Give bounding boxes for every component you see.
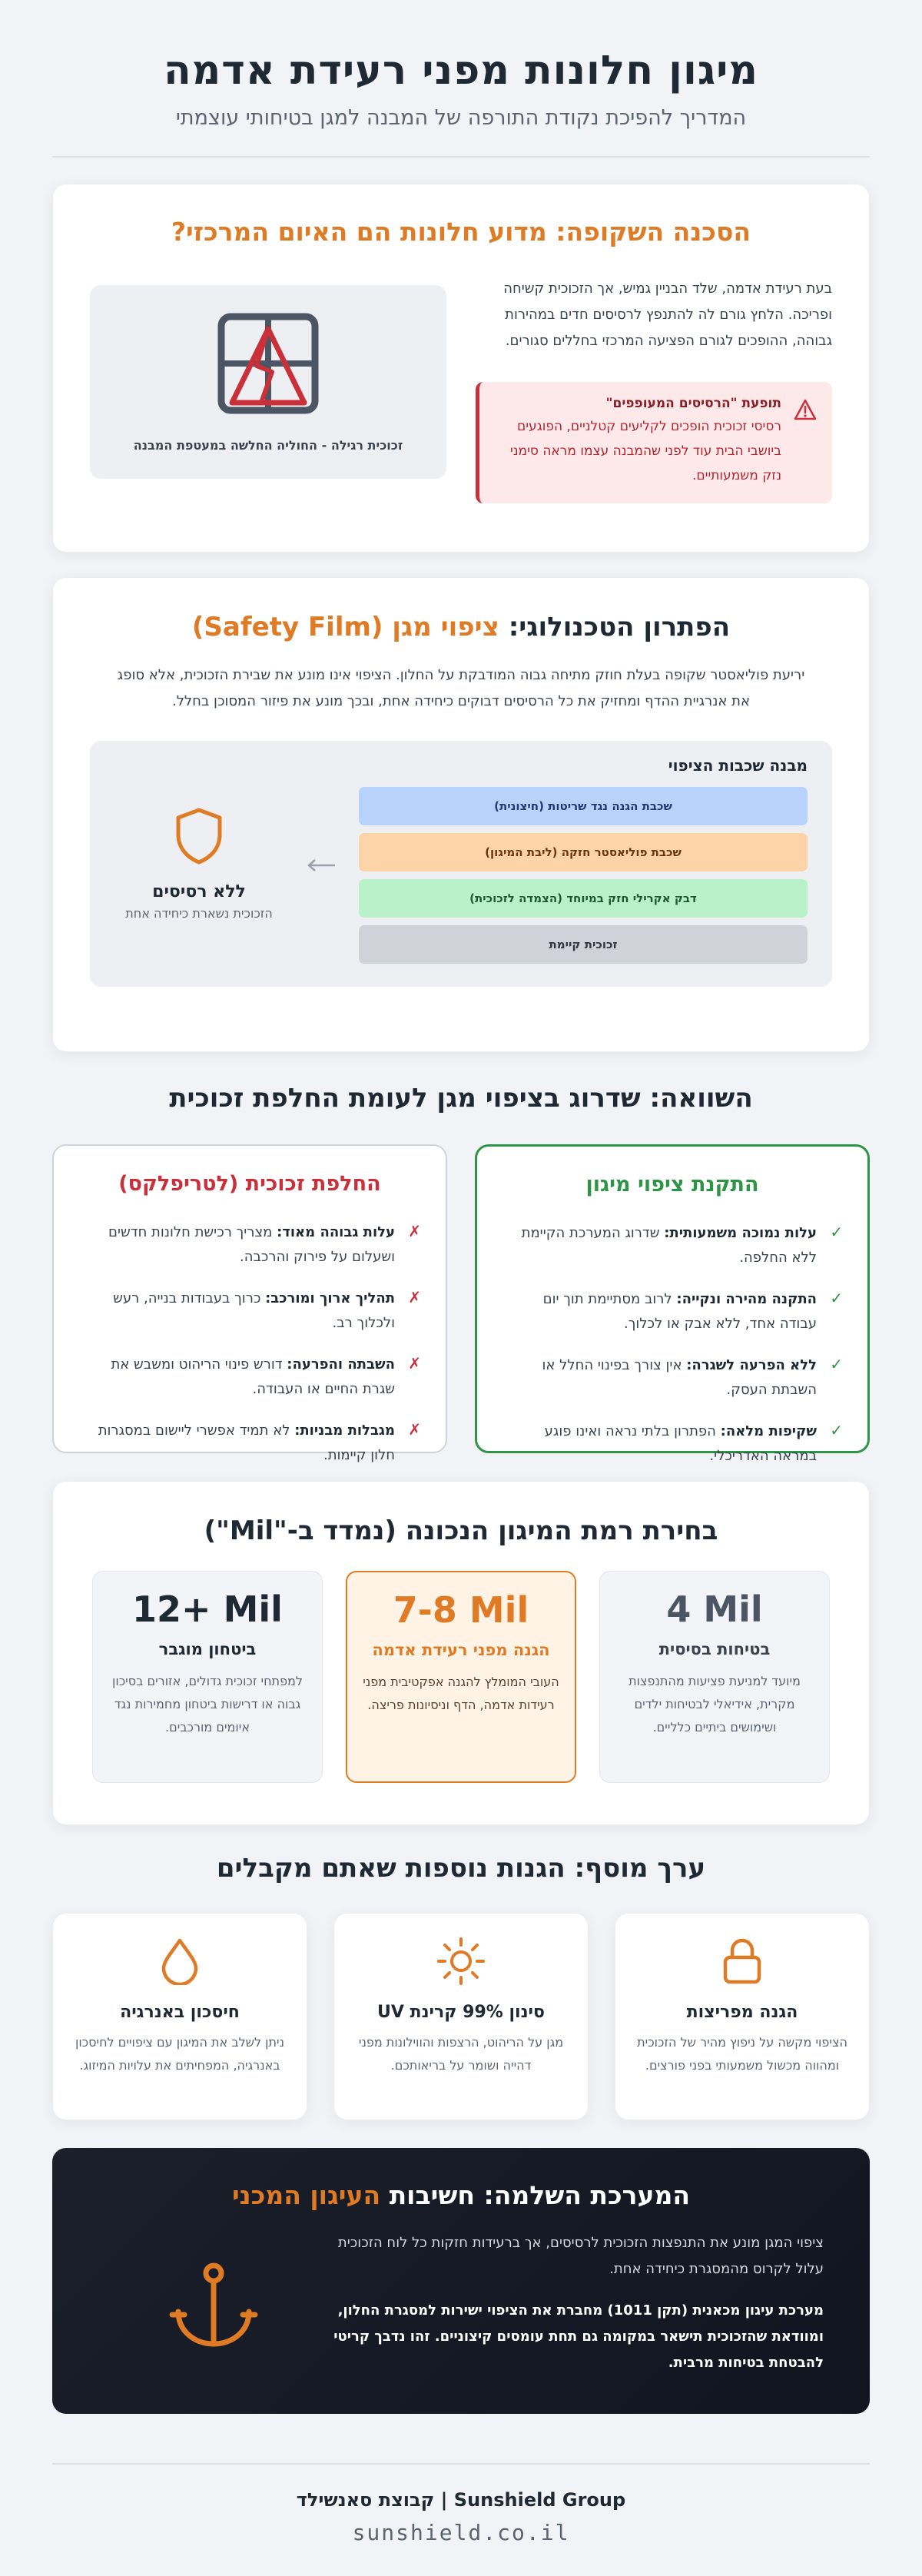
page-subtitle: המדריך להפיכת נקודת התורפה של המבנה למגן בטיחותי עוצמתי	[175, 106, 747, 130]
tier-4-mil	[599, 1571, 830, 1783]
solution-description: יריעת פוליאסטר שקופה בעלת חוזק מתיחה גבוה המודבקת על החלון. הציפוי אינו מונע את שבירת הזכוכית, אלא סופג את אנרגיית ההדף ומחזיק את כל הרסיסים דבוקים כיחידה אחת, ובכך מונע את פיזור המסוכן בחלל.	[117, 667, 805, 709]
anchor-icon	[98, 2230, 329, 2376]
extras-title: ערך מוסף: הגנות נוספות שאתם מקבלים	[216, 1853, 706, 1884]
levels-title: בחירת רמת המיגון הנכונה (נמדד ב-"Mil")	[204, 1515, 718, 1546]
cross-icon: ✗	[408, 1222, 421, 1240]
film-card-title: התקנת ציפוי מיגון	[585, 1173, 759, 1197]
tier-7-8-mil	[346, 1571, 576, 1783]
comparison-grid	[52, 1144, 870, 1464]
extra-description: מגן על הריהוט, הרצפות והווילונות מפני דהייה ושומר על בריאותכם.	[358, 2035, 564, 2073]
protection-levels-section	[52, 1481, 870, 1825]
extras-grid	[52, 1913, 870, 2120]
layer-polyester-core: שכבת פוליאסטר חזקה (ליבת המיגון)	[359, 833, 808, 871]
check-icon: ✓	[830, 1421, 843, 1439]
list-item	[78, 1220, 421, 1270]
danger-section	[52, 184, 870, 553]
page-title: מיגון חלונות מפני רעידת אדמה	[163, 48, 759, 94]
result-title: ללא רסיסים	[152, 882, 246, 901]
result-subtitle: הזכוכית נשארת כיחידה אחת	[125, 906, 273, 921]
tier-subtitle: בטיחות בסיסית	[658, 1640, 771, 1658]
item-label: השבתה והפרעה:	[287, 1356, 395, 1373]
check-icon: ✓	[830, 1223, 843, 1241]
energy-saving-card	[52, 1913, 307, 2120]
shield-icon	[174, 807, 224, 865]
cross-icon: ✗	[408, 1288, 421, 1306]
tier-description: למפתחי זכוכית גדולים, אזורים בסיכון גבוה או דרישות ביטחון מחמירות נגד איומים מורכבים.	[111, 1674, 303, 1734]
drop-icon	[73, 1937, 287, 1986]
extra-title: הגנה מפריצות	[686, 2003, 798, 2022]
arrow-icon	[302, 848, 340, 880]
system-strong-paragraph: מערכת עיגון מכאנית (תקן 1011) מחברת את הציפוי ישירות למסגרת החלון, ומוודאת שהזכוכית תישאר במקומה גם תחת עומסים קיצוניים. זהו נדבך קריטי להבטחת בטיחות מרבית.	[333, 2302, 824, 2371]
item-label: עלות גבוהה מאוד:	[277, 1224, 395, 1240]
check-icon: ✓	[830, 1289, 843, 1307]
sun-icon	[354, 1937, 568, 1986]
list-item	[502, 1353, 843, 1403]
item-text: לא תמיד אפשרי ליישום במסגרות חלון קיימות.	[98, 1422, 395, 1463]
item-text: מצריך רכישת חלונות חדשים ושעלום על פירוק והרכבה.	[108, 1224, 395, 1265]
list-item	[78, 1286, 421, 1336]
film-installation-card	[475, 1144, 870, 1464]
item-text: לרוב מסתיימת תוך יום עבודה אחד, ללא אבק או לכלוך.	[542, 1291, 817, 1332]
tier-title: 12+ Mil	[132, 1588, 283, 1630]
cross-icon: ✗	[408, 1354, 421, 1373]
list-item	[502, 1287, 843, 1336]
tier-subtitle: הגנה מפני רעידת אדמה	[372, 1641, 550, 1659]
item-text: אין צורך בפינוי החלל או השבתת העסק.	[542, 1357, 817, 1398]
uv-filter-card	[333, 1913, 589, 2120]
illustration-caption: זכוכית רגילה - החוליה החלשה במעטפת המבנה	[133, 437, 403, 453]
cross-icon: ✗	[408, 1420, 421, 1439]
tier-title: 7-8 Mil	[393, 1589, 529, 1631]
danger-text-block	[476, 276, 832, 503]
header-divider	[52, 156, 870, 158]
footer-brand: Sunshield Group | קבוצת סאנשילד	[296, 2489, 626, 2511]
list-item	[502, 1419, 843, 1469]
layers-diagram	[90, 741, 832, 987]
danger-paragraph: בעת רעידת אדמה, שלד הבניין גמיש, אך הזכוכית קשיחה ופריכה. הלחץ גורם לה להתנפץ לרסיסים חדים במהירות גבוהה, ההופכים לגורם הפציעה המרכזי בחללים סגורים.	[503, 281, 832, 349]
alert-text: רסיסי זכוכית הופכים לקליעים קטלניים, הפוגעים ביושבי הבית עוד לפני שהמבנה עצמו מראה סימני נזק משמעותיים.	[509, 419, 781, 483]
item-label: התקנה מהירה ונקייה:	[676, 1291, 817, 1307]
system-title-main: המערכת השלמה: חשיבות	[380, 2180, 691, 2210]
footer-website-link[interactable]: sunshield.co.il	[352, 2520, 570, 2545]
extra-title: חיסכון באנרגיה	[120, 2003, 240, 2022]
burglary-protection-card	[615, 1913, 870, 2120]
tier-description: מיועד למניעת פציעות מהתנפצות מקרית, אידיאלי לבטיחות ילדים ושימושים ביתיים כלליים.	[628, 1674, 801, 1734]
lock-icon	[635, 1937, 849, 1986]
danger-title: הסכנה השקופה: מדוע חלונות הם האיום המרכזי?	[171, 217, 751, 247]
layer-adhesive: דבק אקרילי חזק במיוחד (הצמדה לזכוכית)	[359, 879, 808, 918]
alert-title: תופעת "הרסיסים המעופפים"	[605, 396, 781, 411]
broken-glass-illustration	[90, 285, 446, 479]
item-label: תהליך ארוך ומורכב:	[265, 1290, 395, 1306]
system-title	[98, 2180, 824, 2210]
layer-scratch-protection: שכבת הגנה נגד שריטות (חיצונית)	[359, 787, 808, 825]
page-header	[52, 0, 870, 130]
tier-title: 4 Mil	[666, 1588, 763, 1630]
solution-section	[52, 577, 870, 1052]
check-icon: ✓	[830, 1355, 843, 1373]
list-item	[502, 1221, 843, 1270]
replacement-card-title: החלפת זכוכית (לטריפלקס)	[118, 1172, 381, 1196]
item-label: עלות נמוכה משמעותית:	[664, 1225, 817, 1241]
item-text: שדרוג המערכת הקיימת ללא החלפה.	[521, 1225, 817, 1266]
item-label: מגבלות מבניות:	[294, 1422, 395, 1439]
solution-title	[90, 612, 832, 642]
extra-description: ניתן לשלב את המיגון עם ציפויים לחיסכון באנרגיה, המפחיתים את עלויות המיזוג.	[75, 2035, 285, 2073]
page-footer	[52, 2465, 870, 2545]
layers-title: מבנה שכבות הציפוי	[668, 756, 808, 775]
solution-title-main: הפתרון הטכנולוגי:	[499, 612, 731, 642]
extra-description: הציפוי מקשה על ניפוץ מהיר של הזכוכית ומהווה מכשול משמעותי בפני פורצים.	[637, 2035, 847, 2073]
warning-icon	[792, 396, 817, 491]
broken-window-icon	[217, 312, 320, 415]
mechanical-anchoring-section	[52, 2148, 870, 2414]
comparison-title: השוואה: שדרוג בציפוי מגן לעומת החלפת זכוכית	[169, 1083, 753, 1114]
tier-12-plus-mil	[92, 1571, 323, 1783]
item-text: כרוך בעבודות בנייה, רעש ולכלוך רב.	[113, 1290, 395, 1331]
glass-replacement-card	[52, 1144, 447, 1463]
tier-description: העובי המומלץ להגנה אפקטיבית מפני רעידות אדמה, הדף וניסיונות פריצה.	[363, 1675, 559, 1712]
layers-stack	[359, 756, 808, 971]
tier-subtitle: ביטחון מוגבר	[158, 1640, 257, 1658]
item-text: הפתרון בלתי נראה ואינו פוגע במראה האדריכלי.	[544, 1423, 817, 1464]
system-title-accent: העיגון המכני	[231, 2180, 381, 2210]
no-shards-result	[114, 807, 284, 921]
system-text-block	[332, 2230, 824, 2376]
item-label: ללא הפרעה לשגרה:	[686, 1357, 817, 1373]
layer-existing-glass: זכוכית קיימת	[359, 925, 808, 964]
tiers-row	[71, 1571, 851, 1783]
system-paragraph: ציפוי המגן מונע את התנפצות הזכוכית לרסיסים, אך ברעידות חזקות כל לוח הזכוכית עלול לקרוס מהמסגרת כיחידה אחת.	[337, 2235, 824, 2277]
item-text: דורש פינוי הריהוט ומשבש את שגרת החיים או העבודה.	[111, 1356, 395, 1397]
list-item	[78, 1419, 421, 1468]
item-label: שקיפות מלאה:	[720, 1423, 817, 1439]
solution-title-accent: ציפוי מגן (Safety Film)	[191, 612, 499, 642]
extra-title: סינון 99% קרינת UV	[377, 2003, 545, 2022]
flying-shards-alert	[476, 382, 832, 503]
list-item	[78, 1353, 421, 1402]
